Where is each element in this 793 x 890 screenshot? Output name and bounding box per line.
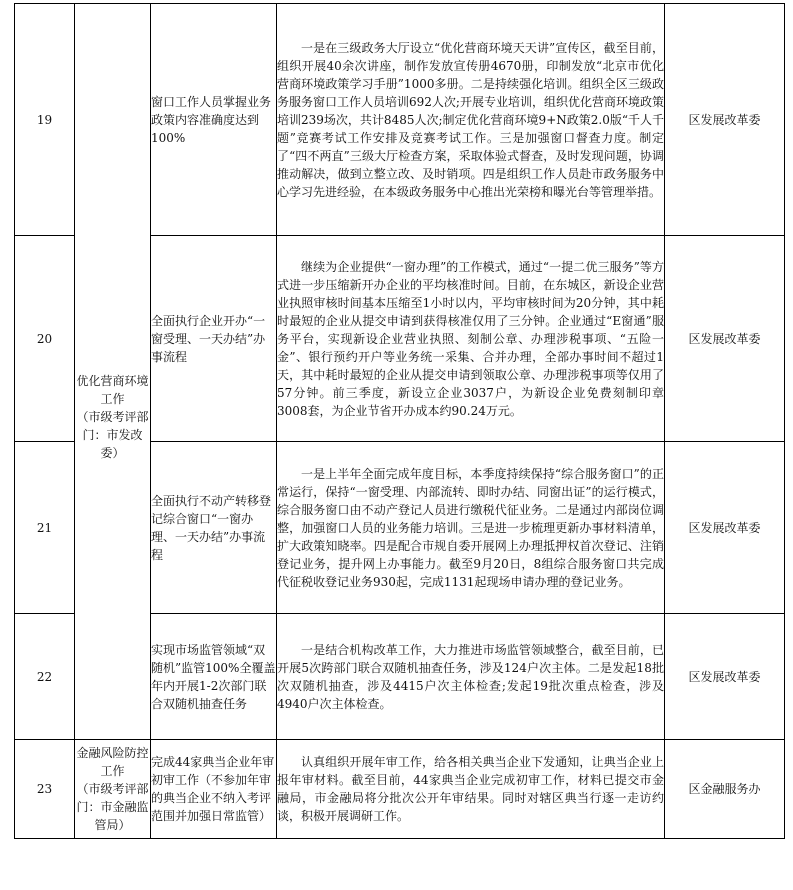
progress-text: 一是在三级政务大厅设立“优化营商环境天天讲”宣传区，截至目前，组织开展40余次讲座，制作发放宣传册4670册，印制发放“北京市优化营商环境政策学习手册”1000多册。二是持续强化培训。组织全区三级政务服务窗口工作人员培训692人次;开展专业培训，组织优化营商环境政策培训239场次，共计8485人次;制定优化营商环境9+N政策2.0版“千人千题”竞赛考试工作安排及竞赛考试工作。三是加强窗口督查力度。制定了“四不两直”三级大厅检查方案，采取体验式督查，及时发现问题，协调推动解决，做到立整立改、及时销项。四是组织工作人员赴市政务服务中心学习先进经验，在本级政务服务中心推出光荣榜和曝光台等管理举措。: [277, 40, 664, 199]
row-number: 22: [15, 614, 75, 740]
task-target: 全面执行企业开办“一窗受理、一天办结”办事流程: [151, 236, 277, 442]
category-note: （市级考评部门：市金融监管局）: [76, 782, 149, 832]
work-progress-table: [14, 3, 785, 839]
category-finance-cell: [75, 740, 151, 839]
progress-cell: [277, 614, 665, 740]
row-number: 19: [15, 4, 75, 236]
progress-text: 继续为企业提供“一窗办理”的工作模式，通过“一提二优三服务”等方式进一步压缩新开办企业的平均核准时间。目前，在东城区，新设企业营业执照审核时间基本压缩至1小时以内，平均审核时间为20分钟，其中耗时最短的企业从提交申请到获得核准仅用了三分钟。企业通过“E窗通”服务平台，实现新设企业营业执照、刻制公章、办理涉税事项、“五险一金”、银行预约开户等业务统一采集、合并办理，全部办事时间不超过1天，其中耗时最短的企业从提交申请到领取公章、办理涉税事项等仅用了57分钟。前三季度，新设立企业3037户，为新设企业免费刻制印章3008套，为企业节省开办成本约90.24万元。: [277, 259, 664, 418]
row-number: 20: [15, 236, 75, 442]
responsible-unit: 区发展改革委: [665, 614, 785, 740]
category-title: 优化营商环境工作: [76, 373, 149, 406]
task-target: 完成44家典当企业年审初审工作（不参加年审的典当企业不纳入考评范围并加强日常监管）: [151, 740, 277, 839]
progress-text: 认真组织开展年审工作，给各相关典当企业下发通知，让典当企业上报年审材料。截至目前，44家典当企业完成初审工作，材料已提交市金融局，市金融局将分批次公开年审结果。同时对辖区典当行逐一走访约谈，积极开展调研工作。: [277, 755, 664, 823]
progress-text: 一是上半年全面完成年度目标，本季度持续保持“综合服务窗口”的正常运行，保持“一窗受理、内部流转、即时办结、同窗出证”的运行模式，综合服务窗口由不动产登记人员进行缴税代征业务。二是通过内部岗位调整，加强窗口人员的业务能力培训。三是进一步梳理更新办事材料清单，扩大政策知晓率。四是配合市规自委开展网上办理抵押权首次登记、注销登记业务，提升网上办事能力。截至9月20日，8组综合服务窗口共完成代征税收登记业务930起，完成1131起现场申请办理的登记业务。: [277, 466, 664, 589]
responsible-unit: 区发展改革委: [665, 4, 785, 236]
progress-cell: [277, 442, 665, 614]
row-number: 23: [15, 740, 75, 839]
table-row-23: [15, 740, 785, 839]
responsible-unit: 区发展改革委: [665, 442, 785, 614]
responsible-unit: 区发展改革委: [665, 236, 785, 442]
table-row-19: [15, 4, 785, 236]
category-title: 金融风险防控工作: [76, 746, 149, 778]
task-target: 全面执行不动产转移登记综合窗口“一窗办理、一天办结”办事流程: [151, 442, 277, 614]
category-note: （市级考评部门：市发改委）: [76, 409, 149, 460]
progress-cell: [277, 740, 665, 839]
progress-cell: [277, 236, 665, 442]
progress-cell: [277, 4, 665, 236]
row-number: 21: [15, 442, 75, 614]
progress-text: 一是结合机构改革工作，大力推进市场监管领域整合，截至目前，已开展5次跨部门联合双随机抽查任务，涉及124户次主体。二是发起18批次双随机抽查，涉及4415户次主体检查;发起19批次重点检查，涉及4940户次主体检查。: [277, 642, 664, 711]
task-target: 实现市场监管领域“双随机”监管100%全覆盖 年内开展1-2次部门联合双随机抽查任务: [151, 614, 277, 740]
responsible-unit: 区金融服务办: [665, 740, 785, 839]
task-target: 窗口工作人员掌握业务政策内容准确度达到100%: [151, 4, 277, 236]
category-business-cell: [75, 4, 151, 740]
